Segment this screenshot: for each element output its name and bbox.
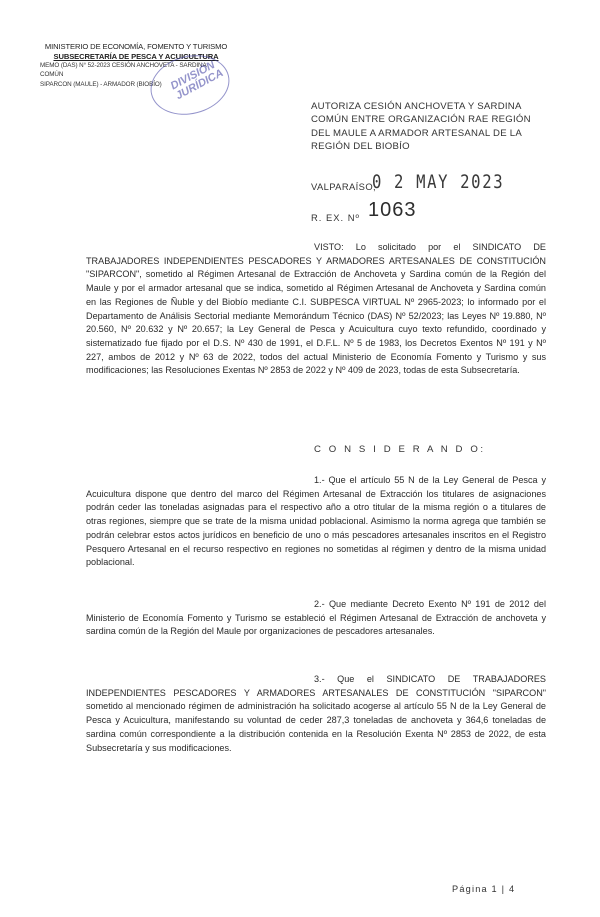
visto-paragraph: VISTO: Lo solicitado por el SINDICATO DE TRABAJADORES INDEPENDIENTES PESCADORES Y ARMADORES ARTESANALES DE CONSTITUCIÓN "SIPARCON", sometido al Régimen Artesanal de Extracción de Anchoveta y Sardina común de la Región del Maule y por el armador artesanal que se indica, sometido al Régimen Artesanal de Anchoveta y Sardina común en las Regiones de Ñuble y del Biobío mediante C.I. SUBPESCA VIRTUAL Nº 2965-2023; lo informado por el Departamento de Análisis Sectorial mediante Memorándum Técnico (DAS) Nº 52/2023; las Leyes Nº 19.880, Nº 20.560, Nº 20.632 y Nº 20.657; la Ley General de Pesca y Acuicultura cuyo texto refundido, coordinado y sistematizado fue fijado por el D.S. Nº 430 de 1991, el D.F.L. Nº 5 de 1983, los Decretos Exentos Nº 191 y Nº 227, ambos de 2012 y Nº 63 de 2022, todos del actual Ministerio de Economía Fomento y Turismo y sus modificaciones; las Resoluciones Exentas Nº 2853 de 2022 y Nº 409 de 2023, todas de esta Subsecretaría. xyxy=(86,242,546,376)
considerando-paragraph-2: 2.- Que mediante Decreto Exento Nº 191 de 2012 del Ministerio de Economía Fomento y Turismo se estableció el Régimen Artesanal de Extracción de anchoveta y sardina común de la Región del Maule por organizaciones de pescadores artesanales. xyxy=(86,599,546,637)
ministry-name: MINISTERIO DE ECONOMÍA, FOMENTO Y TURISMO xyxy=(44,42,228,51)
memo-reference: MEMO (DAS) N° 52-2023 CESIÓN ANCHOVETA - SARDINA xyxy=(40,62,207,70)
page-number: Página 1 | 4 xyxy=(452,884,516,894)
memo-parties: SIPARCON (MAULE) - ARMADOR (BIOBÍO) xyxy=(40,80,162,88)
rex-label: R. EX. Nº xyxy=(311,212,360,223)
considerando-paragraph-3: 3.- Que el SINDICATO DE TRABAJADORES INDEPENDIENTES PESCADORES Y ARMADORES ARTESANALES DE CONSTITUCIÓN "SIPARCON" sometido al mencionado régimen de administración ha solicitado acogerse al artículo 55 N de la Ley General de Pesca y Acuicultura, manifestando su voluntad de ceder 287,3 toneladas de anchoveta y 364,6 toneladas de sardina común correspondiente a la distribución contenida en la Resolución Exenta Nº 2853 de 2022, de esta Subsecretaría y sus modificaciones. xyxy=(86,674,546,753)
division-seal-text: DIVISIÓN JURÍDICA xyxy=(168,59,226,103)
place-label: VALPARAÍSO, xyxy=(311,181,377,192)
subsecretaria-name: SUBSECRETARÍA DE PESCA Y ACUICULTURA xyxy=(53,51,219,61)
rex-number: 1063 xyxy=(368,199,417,221)
resolution-title: AUTORIZA CESIÓN ANCHOVETA Y SARDINA COMÚN ENTRE ORGANIZACIÓN RAE REGIÓN DEL MAULE A ARMADOR ARTESANAL DE LA REGIÓN DEL BIOBÍO xyxy=(311,101,531,153)
considerando-paragraph-1: 1.- Que el artículo 55 N de la Ley General de Pesca y Acuicultura dispone que dentro del marco del Régimen Artesanal de Extracción los titulares de asignaciones podrán ceder las toneladas asignadas para el respectivo año a otro titular de la misma región o a titulares de otras regiones, siempre que se trate de la misma unidad poblacional. Asimismo la norma agrega que también se podrán celebrar estos actos jurídicos en beneficio de uno o más pescadores artesanales inscritos en el Registro Pesquero Artesanal en el recurso respectivo en regiones no sometidas al régimen y dentro de la misma unidad poblacional. xyxy=(86,475,546,568)
date-stamp: 0 2 MAY 2023 xyxy=(372,171,505,193)
considerando-heading: C O N S I D E R A N D O: xyxy=(314,444,486,455)
memo-reference-cont: COMÚN xyxy=(40,71,64,79)
